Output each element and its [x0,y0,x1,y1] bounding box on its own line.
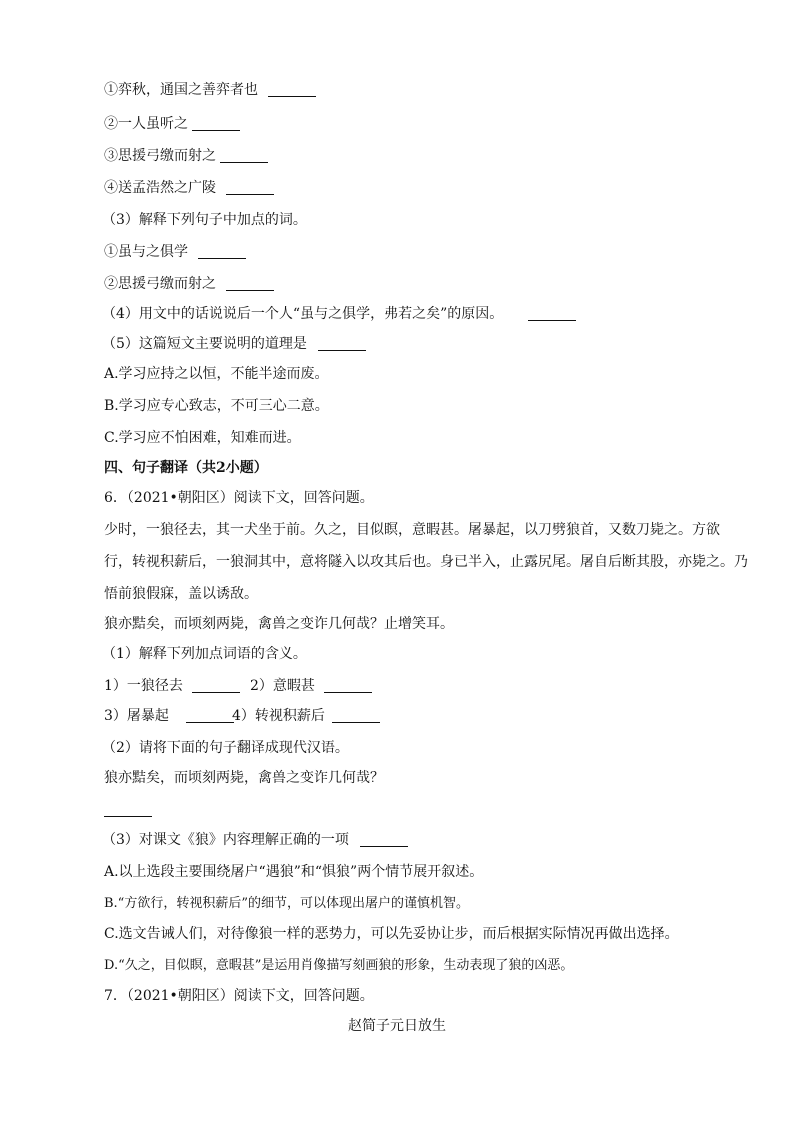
answer-blank[interactable] [324,678,372,693]
question-number-text: 6．（2021•朝阳区）阅读下文，回答问题。 [104,490,374,506]
passage-text: 悟前狼假寐，盖以诱敌。 [104,586,258,602]
answer-blank[interactable] [192,678,240,693]
answer-blank[interactable] [268,82,316,97]
sub-question-text: 2）意暇甚 [250,678,315,694]
sentence-text: ④送孟浩然之广陵 [104,180,216,196]
translation-sentence: 狼亦黠矣，而顷刻两毙，禽兽之变诈几何哉？ [104,770,384,786]
answer-blank[interactable] [220,148,268,163]
sentence-text: ②一人虽听之 [104,116,188,132]
answer-blank[interactable] [192,116,240,131]
answer-blank[interactable] [226,180,274,195]
question-text: （1）解释下列加点词语的含义。 [102,646,307,662]
sentence-text: ②思援弓缴而射之 [104,276,216,292]
sentence-text: ①弈秋，通国之善弈者也 [104,82,258,98]
sub-question-text: 1）一狼径去 [104,678,183,694]
answer-blank[interactable] [198,244,246,259]
passage-text: 少时，一狼径去，其一犬坐于前。久之，目似瞑，意暇甚。屠暴起，以刀劈狼首，又数刀毙之。方欲 [104,522,720,538]
option-d: D.“久之，目似瞑，意暇甚”是运用肖像描写刻画狼的形象，生动表现了狼的凶恶。 [104,958,574,973]
question-text: （4）用文中的话说说后一个人“虽与之俱学，弗若之矣”的原因。 [102,306,504,322]
question-text: （2）请将下面的句子翻译成现代汉语。 [102,740,349,756]
answer-blank[interactable] [528,306,576,321]
option-b: B.“方欲行，转视积薪后”的细节，可以体现出屠户的谨慎机智。 [104,896,469,911]
sentence-text: ①虽与之俱学 [104,244,188,260]
option-a: A.学习应持之以恒，不能半途而废。 [104,366,329,382]
passage-text: 狼亦黠矣，而顷刻两毙，禽兽之变诈几何哉？止增笑耳。 [104,616,454,632]
question-text: （3）解释下列句子中加点的词。 [102,212,307,228]
option-c: C.选文告诫人们，对待像狼一样的恶势力，可以先妥协让步，而后根据实际情况再做出选择。 [104,926,679,942]
option-a: A.以上选段主要围绕屠户“遇狼”和“惧狼”两个情节展开叙述。 [104,864,484,880]
sub-question-text: 4）转视积薪后 [232,708,325,724]
passage-text: 行，转视积薪后，一狼洞其中，意将隧入以攻其后也。身已半入，止露尻尾。屠自后断其股，亦毙之。乃 [104,554,748,570]
question-text: （5）这篇短文主要说明的道理是 [102,336,307,352]
answer-blank[interactable] [332,708,380,723]
answer-blank[interactable] [186,708,234,723]
sub-question-text: 3）屠暴起 [104,708,169,724]
option-b: B.学习应专心致志，不可三心二意。 [104,398,329,414]
section-title: 四、句子翻译（共2小题） [104,460,268,476]
option-c: C.学习应不怕困难，知难而进。 [104,430,301,446]
question-number-text: 7．（2021•朝阳区）阅读下文，回答问题。 [104,988,374,1004]
answer-blank[interactable] [226,276,274,291]
answer-blank[interactable] [104,802,152,817]
answer-blank[interactable] [318,336,366,351]
answer-blank[interactable] [360,832,408,847]
sentence-text: ③思援弓缴而射之 [104,148,216,164]
passage-title: 赵简子元日放生 [348,1018,446,1034]
question-text: （3）对课文《狼》内容理解正确的一项 [102,832,349,848]
